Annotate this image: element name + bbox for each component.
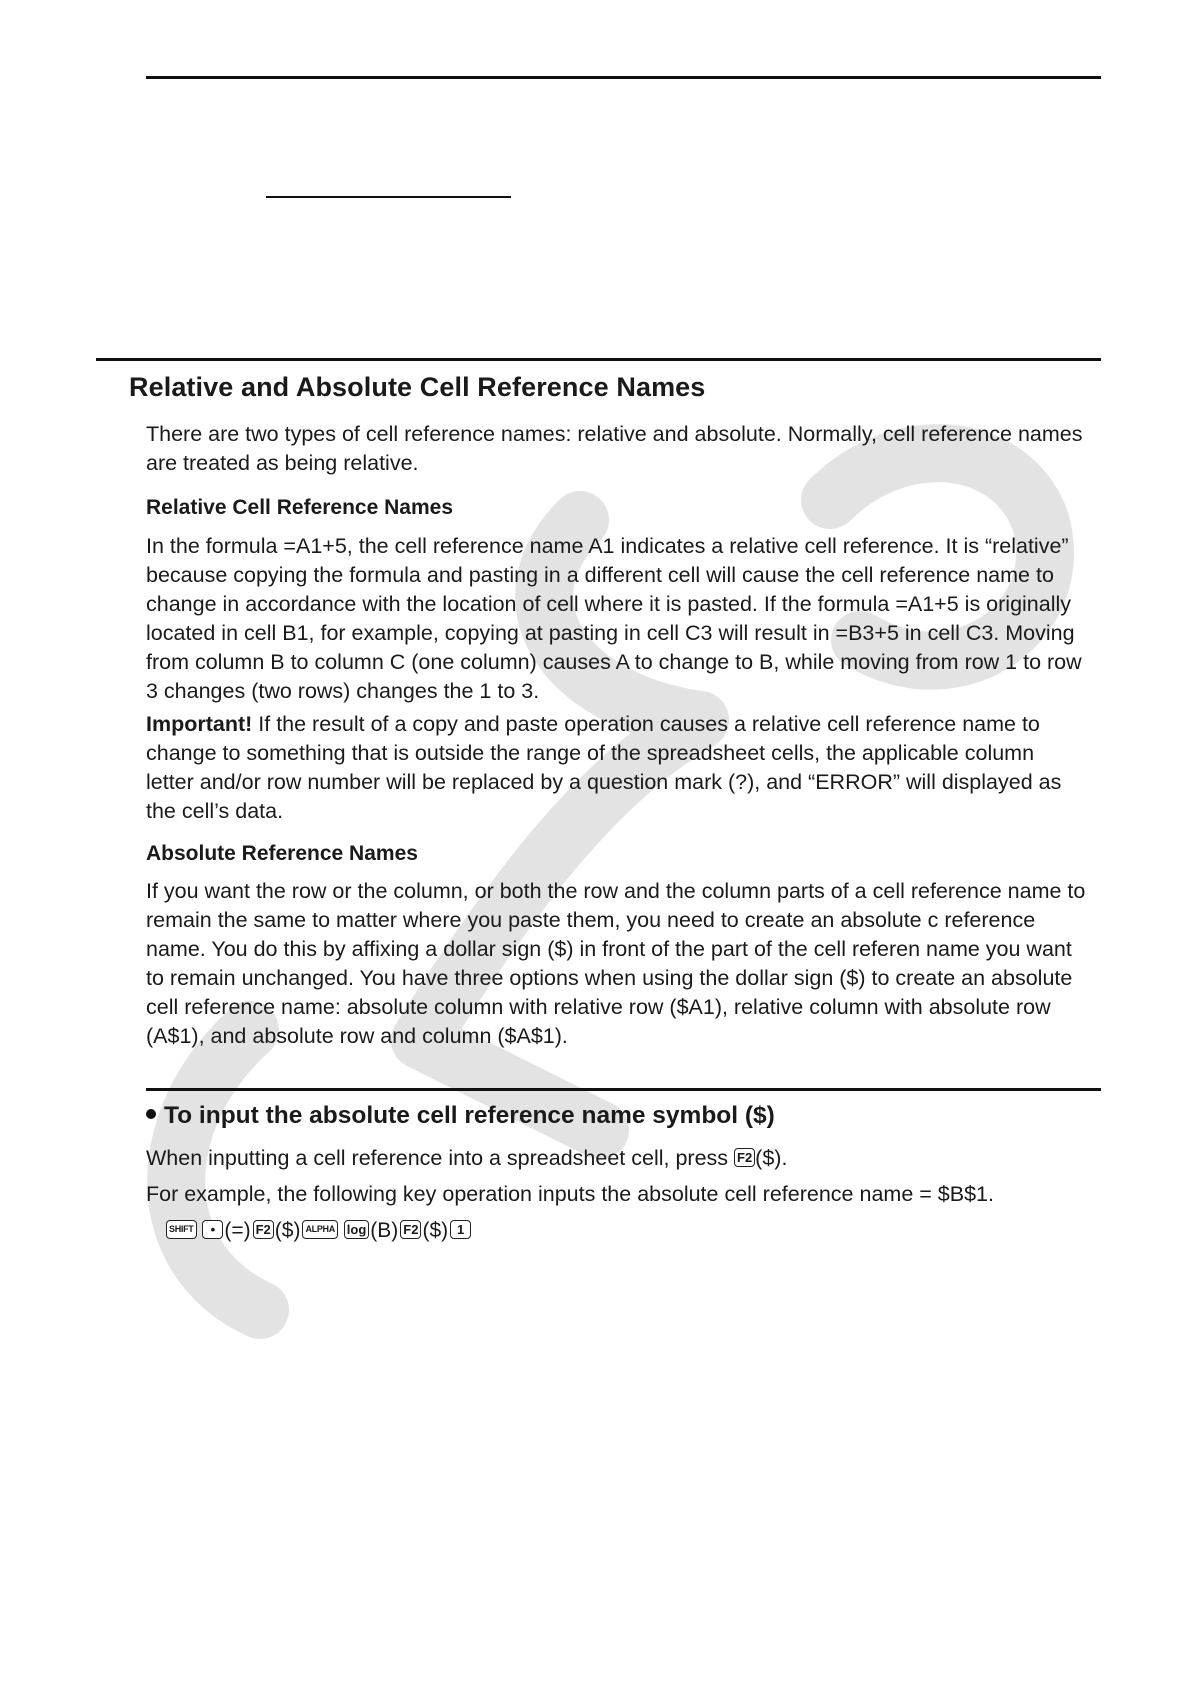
- log-key-icon: log: [344, 1220, 370, 1239]
- task-title-text: To input the absolute cell reference name symbol ($): [164, 1102, 775, 1129]
- relative-heading: Relative Cell Reference Names: [146, 496, 453, 519]
- f2-key-icon: F2: [734, 1148, 755, 1167]
- task-line1-text: When inputting a cell reference into a spreadsheet cell, press: [146, 1146, 734, 1170]
- log-key-label: (B): [370, 1219, 399, 1242]
- f2-key-label-2: ($): [422, 1219, 449, 1242]
- task-title: [146, 1102, 775, 1130]
- dot-key-icon: •: [202, 1220, 223, 1239]
- important-block: [146, 710, 1086, 826]
- f2-key-icon: F2: [253, 1220, 274, 1239]
- section-title: Relative and Absolute Cell Reference Names: [129, 372, 706, 402]
- task-line1: [146, 1144, 1086, 1173]
- f2-key-icon-2: F2: [400, 1220, 421, 1239]
- important-label: Important!: [146, 712, 253, 736]
- absolute-heading: Absolute Reference Names: [146, 842, 418, 865]
- top-rule: [146, 76, 1101, 79]
- bullet-icon: [146, 1109, 156, 1119]
- important-text: If the result of a copy and paste operation causes a relative cell reference name to change to something that is outside the range of the spreadsheet cells, the applicable column letter and/or row number will be replaced by a question mark (?), and “ERROR” will displayed as the cell’s data.: [146, 712, 1062, 823]
- alpha-key-icon: ALPHA: [302, 1220, 338, 1239]
- intro-block: [146, 420, 1086, 478]
- absolute-block: [146, 877, 1086, 1051]
- shift-key-icon: SHIFT: [166, 1220, 197, 1239]
- intro-paragraph: There are two types of cell reference names: relative and absolute. Normally, cell reference names are treated as being relative.: [146, 422, 1083, 475]
- task-line1-suffix: ($).: [755, 1146, 788, 1170]
- relative-block: [146, 532, 1086, 706]
- one-key-icon: 1: [450, 1220, 471, 1239]
- section-rule: [96, 358, 1101, 361]
- absolute-paragraph: If you want the row or the column, or both the row and the column parts of a cell reference name to remain the same to matter where you paste them, you need to create an absolute c reference name. You do this by affixing a dollar sign ($) in front of the part of the cell referen name you want to remain unchanged. You have three options when using the dollar sign ($) to create an absolute cell reference name: absolute column with relative row ($A1), relative column with absolute row (A$1), and absolute row and column ($A$1).: [146, 879, 1086, 1048]
- task-line2-text: For example, the following key operation inputs the absolute cell reference name = $B$1.: [146, 1182, 994, 1206]
- task-rule: [146, 1088, 1101, 1091]
- short-rule: [266, 196, 511, 198]
- important-paragraph: [146, 710, 1086, 826]
- task-line2: [146, 1180, 1086, 1209]
- dot-key-label: (=): [224, 1219, 251, 1242]
- key-sequence: [166, 1218, 471, 1244]
- f2-key-label: ($): [274, 1219, 301, 1242]
- relative-paragraph: In the formula =A1+5, the cell reference name A1 indicates a relative cell reference. It is “relative” because copying the formula and pasting in a different cell will cause the cell reference name to change in accordance with the location of cell where it is pasted. If the formula =A1+5 is originally located in cell B1, for example, copying at pasting in cell C3 will result in =B3+5 in cell C3. Moving from column B to column C (one column) causes A to change to B, while moving from row 1 to row 3 changes (two rows) changes the 1 to 3.: [146, 534, 1082, 703]
